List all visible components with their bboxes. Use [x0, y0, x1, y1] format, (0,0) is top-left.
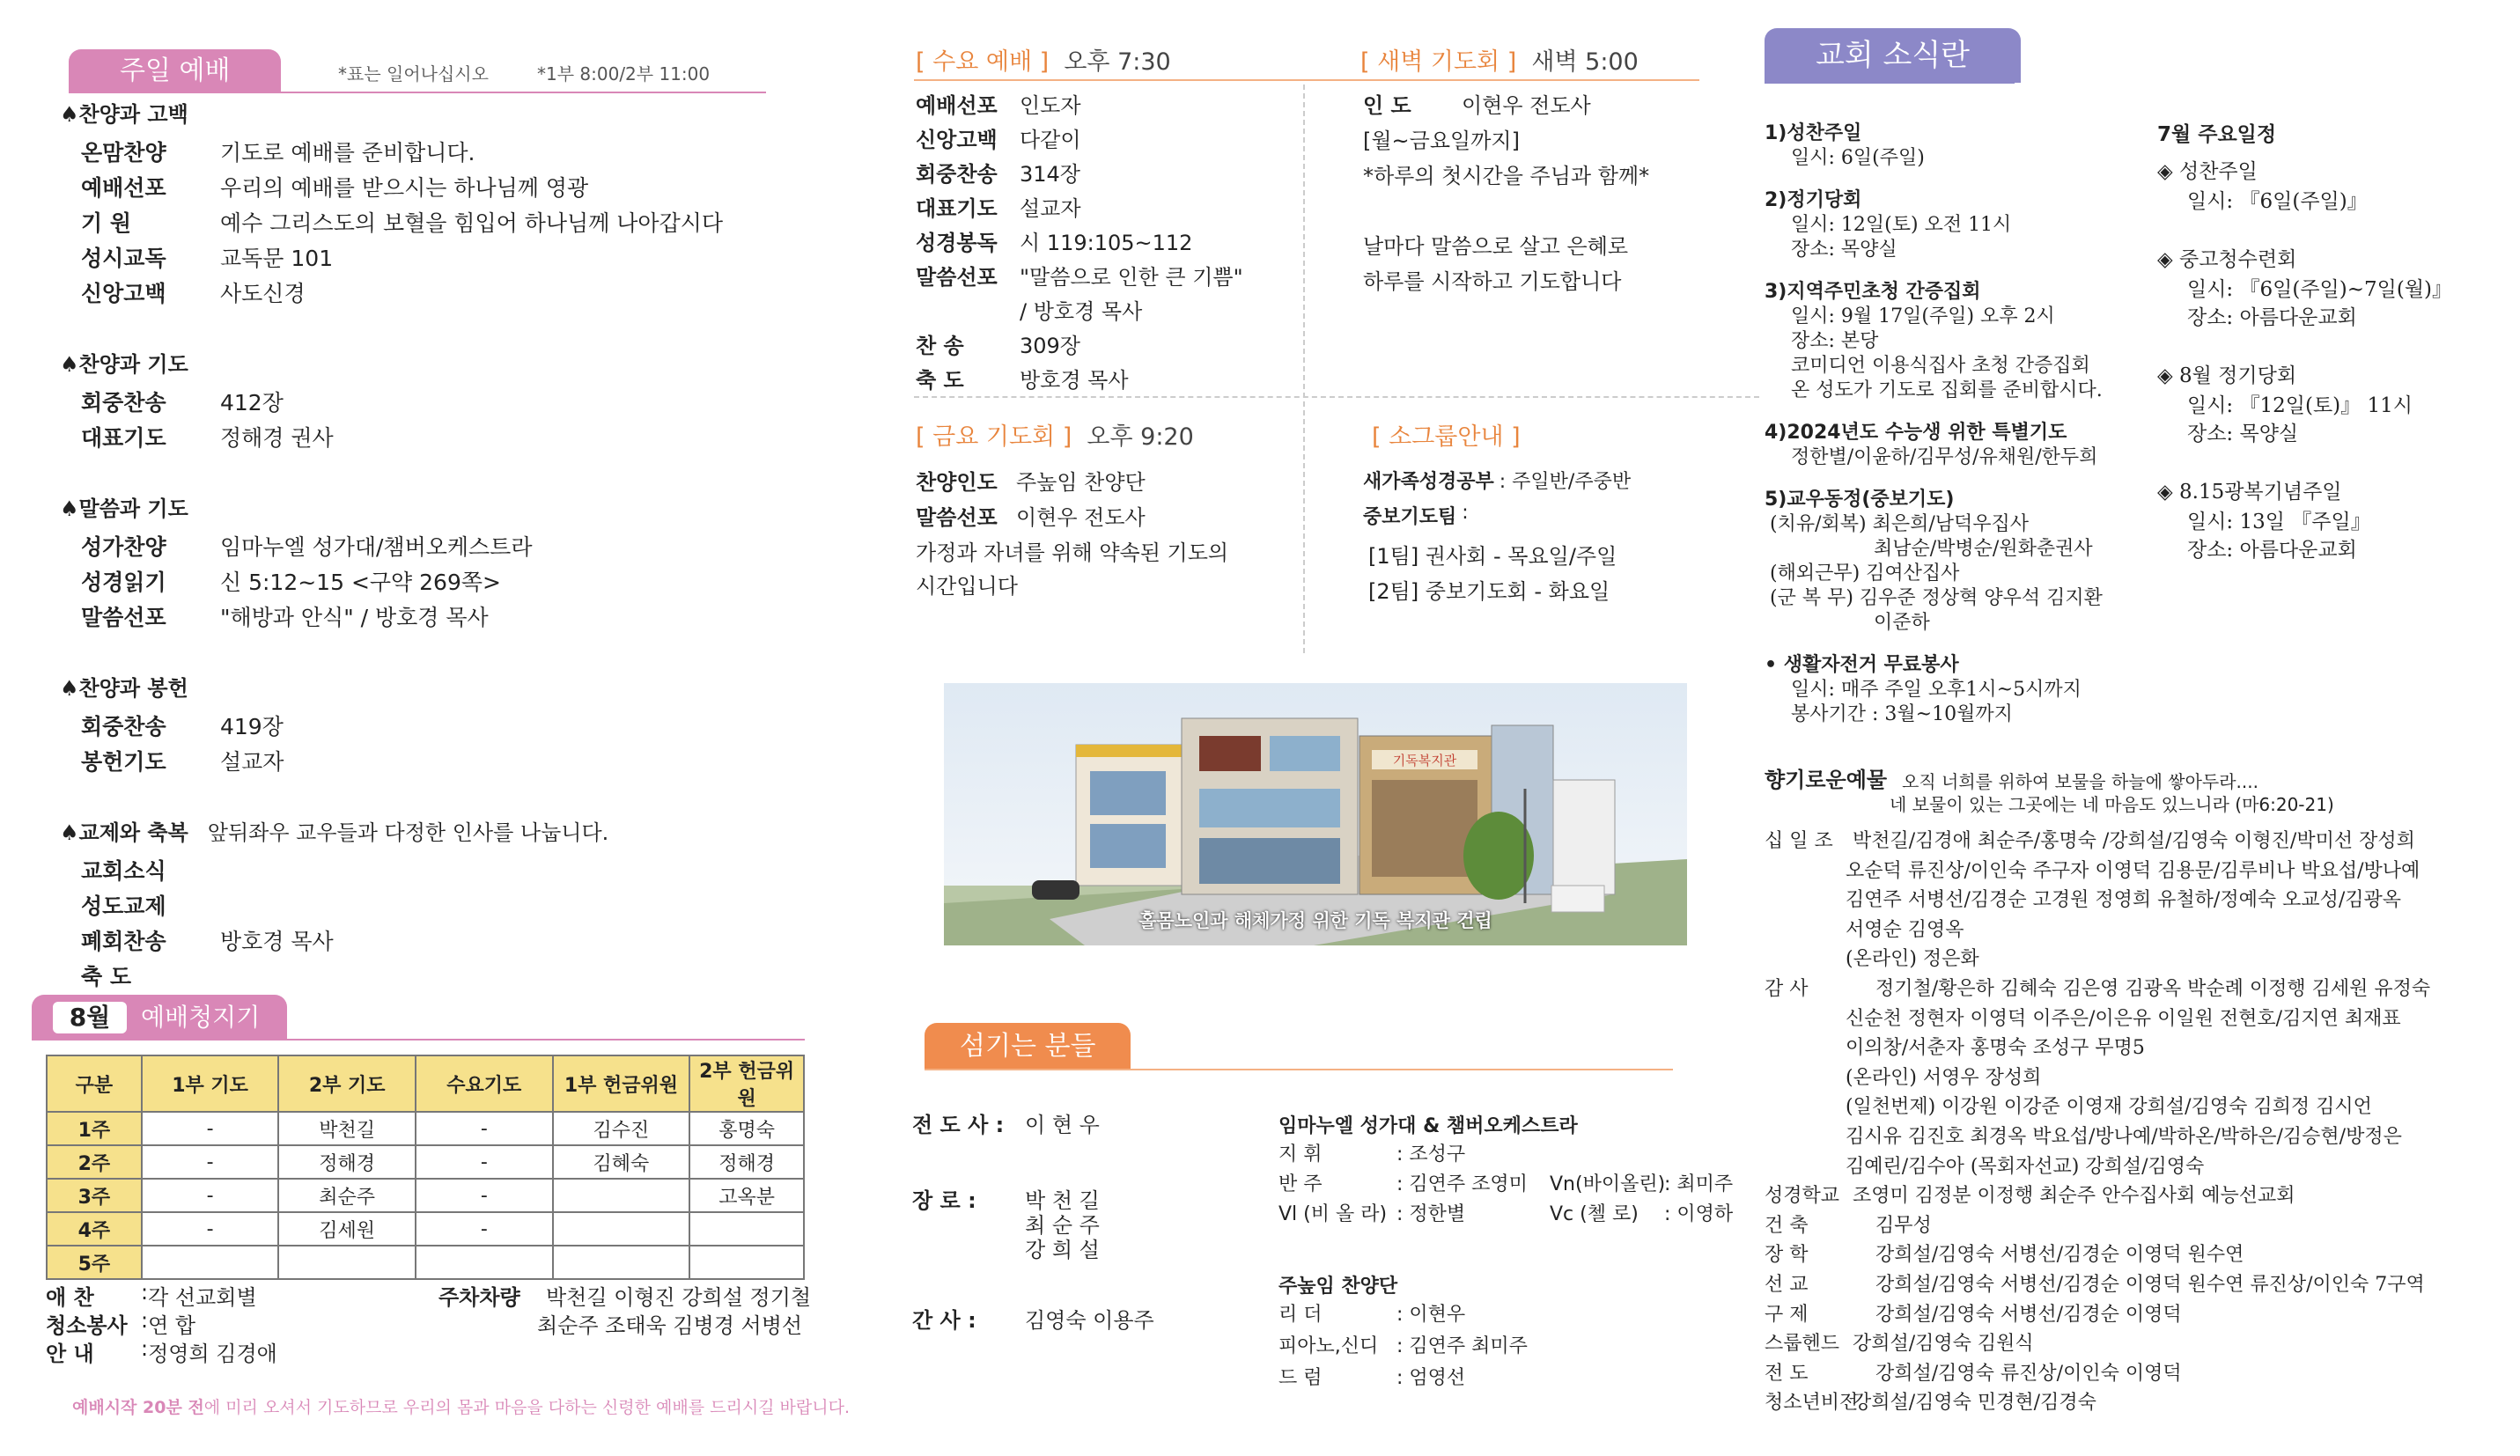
- july-line: 장소: 아름다운교회: [2187, 306, 2357, 329]
- info-value: 정영희 김경애: [148, 1342, 277, 1366]
- small-row: [1363, 467, 1631, 494]
- wed-label: 예배선포: [916, 93, 998, 118]
- small-value: :: [1462, 502, 1469, 524]
- news-line: 장소: 본당: [1791, 330, 1879, 352]
- worship-footer-note: 예배시작 20분 전에 미리 오셔서 기도하므로 우리의 몸과 마음을 다하는 신령한 예배를 드리시길 바랍니다.: [72, 1398, 851, 1417]
- small-value: : 주일반/주중반: [1499, 471, 1632, 493]
- table-cell: 김수진: [553, 1112, 690, 1145]
- small-line: [2팀] 중보기도회 - 화요일: [1368, 579, 1610, 604]
- news-title: 2)정기당회: [1765, 189, 1862, 211]
- table-cell: [142, 1246, 279, 1279]
- praise-label: 피아노,신디: [1278, 1335, 1379, 1357]
- news-title: • 생활자전거 무료봉사: [1765, 654, 1959, 676]
- offering-names: 김연주 서병선/김경순 고경원 정영희 유철하/정예숙 오교성/김광옥: [1846, 889, 2402, 912]
- section-heading: ♠찬양과 기도: [60, 352, 188, 377]
- offering-verse-2: 네 보물이 있는 그곳에는 네 마음도 있느니라 (마6:20-21): [1890, 794, 2334, 815]
- building-sign: 기독복지관: [1392, 753, 1457, 768]
- offering-names: 이의창/서춘자 홍명숙 조성구 무명5: [1846, 1037, 2145, 1060]
- building-illustration: [944, 683, 1687, 945]
- table-cell: 2주: [47, 1145, 142, 1179]
- fri-value: 주높임 찬양단: [1016, 470, 1146, 495]
- order-row: [81, 854, 220, 886]
- order-value: 419장: [220, 714, 284, 739]
- month-badge: 8월: [53, 1002, 127, 1033]
- order-label: 예배선포: [81, 175, 166, 201]
- order-label: 신앙고백: [81, 281, 166, 306]
- fri-text: 가정과 자녀를 위해 약속된 기도의: [916, 540, 1229, 565]
- wed-value: 설교자: [1020, 196, 1081, 221]
- offering-category: 선 교: [1765, 1274, 1809, 1296]
- news-line: 일시: 매주 주일 오후1시~5시까지: [1791, 679, 2082, 701]
- wed-row: [916, 157, 1080, 188]
- order-label: 성시교독: [81, 246, 166, 271]
- july-line: 일시: 13일 『주일』: [2187, 511, 2371, 533]
- order-label: 성도교제: [81, 893, 166, 919]
- choir-label: 지 휘: [1278, 1143, 1323, 1166]
- table-cell: -: [416, 1179, 553, 1212]
- offering-names: 신순천 정현자 이영덕 이주은/이은유 이일원 전현호/김지연 최재표: [1846, 1007, 2401, 1030]
- column-header: 1부 헌금위원: [553, 1055, 690, 1112]
- news-line: 최남순/박병순/원화춘권사: [1874, 538, 2093, 560]
- wed-label: 말씀선포: [916, 265, 998, 290]
- praise-value: : 엄영선: [1396, 1367, 1466, 1389]
- table-header-row: [47, 1055, 804, 1112]
- wed-value: 309장: [1020, 334, 1080, 358]
- order-value: 설교자: [220, 749, 284, 775]
- table-cell: 5주: [47, 1246, 142, 1279]
- dawn-line: *하루의 첫시간을 주님과 함께*: [1363, 164, 1650, 188]
- order-label: 대표기도: [81, 425, 166, 451]
- table-cell: [416, 1246, 553, 1279]
- july-line: 장소: 목양실: [2187, 423, 2299, 445]
- news-line: 봉사기간 : 3월~10월까지: [1791, 703, 2013, 725]
- offering-category: 성경학교: [1765, 1185, 1840, 1208]
- order-row: [81, 600, 489, 632]
- servant-value: 김영숙 이용주: [1025, 1308, 1154, 1333]
- order-label: 온맘찬양: [81, 140, 166, 165]
- servant-row: [912, 1303, 1154, 1334]
- wed-label: 대표기도: [916, 196, 998, 221]
- order-row: [81, 924, 334, 956]
- table-cell: [689, 1212, 804, 1246]
- order-row: [81, 171, 588, 202]
- order-value: 방호경 목사: [220, 929, 334, 954]
- offering-names: 김무성: [1875, 1214, 1932, 1237]
- order-label: 축 도: [81, 964, 132, 989]
- table-cell: [553, 1246, 690, 1279]
- july-line: 장소: 아름다운교회: [2187, 539, 2357, 562]
- offering-names: 박천길/김경애 최순주/홍명숙 /강희설/김영숙 이형진/박미선 장성희: [1853, 830, 2415, 852]
- order-row: [81, 241, 333, 273]
- table-cell: 김혜숙: [553, 1145, 690, 1179]
- order-row: [81, 386, 284, 417]
- servant-label: 장 로 :: [912, 1188, 976, 1213]
- news-rule: [1765, 82, 2015, 84]
- table-cell: 박천길: [278, 1112, 416, 1145]
- wed-value: 인도자: [1020, 93, 1081, 118]
- offering-category: 감 사: [1765, 978, 1809, 1000]
- offering-category: 구 제: [1765, 1303, 1809, 1326]
- praise-label: 리 더: [1278, 1304, 1323, 1326]
- wed-value: 314장: [1020, 162, 1080, 187]
- wed-row: [916, 88, 1081, 119]
- choir-row: [1278, 1169, 1528, 1196]
- praise-row: [1278, 1299, 1465, 1327]
- choir-row: [1278, 1139, 1465, 1166]
- offering-category: 십 일 조: [1765, 830, 1833, 852]
- sunday-worship-tab: 주일 예배: [69, 49, 281, 93]
- praise-row: [1278, 1363, 1465, 1390]
- wed-label: 찬 송: [916, 334, 964, 358]
- order-row: [81, 889, 220, 921]
- wed-row: [916, 294, 1142, 325]
- wed-label: 성경봉독: [916, 231, 998, 255]
- wed-row: [916, 328, 1080, 359]
- offering-names: 오순덕 류진상/이인숙 주구자 이영덕 김용문/김루비나 박요섭/방나예: [1846, 859, 2421, 882]
- wed-row: [916, 225, 1192, 256]
- wed-label: 신앙고백: [916, 128, 998, 152]
- order-label: 회중찬송: [81, 714, 166, 739]
- choir-value: : 김연주 조영미: [1396, 1173, 1528, 1195]
- fri-label: 찬양인도: [916, 470, 998, 495]
- table-row: [47, 1212, 804, 1246]
- small-label: 새가족성경공부: [1363, 471, 1494, 493]
- info-row: [46, 1336, 277, 1367]
- news-line: 코미디언 이용식집사 초청 간증집회: [1791, 355, 2090, 377]
- choir-row: [1550, 1199, 1733, 1226]
- offering-category: 스룹헨드: [1765, 1333, 1840, 1356]
- table-cell: -: [142, 1179, 279, 1212]
- servant-row: [912, 1107, 1100, 1138]
- info-value: 연 합: [148, 1313, 196, 1338]
- wed-row: [916, 363, 1129, 393]
- order-row: [81, 421, 334, 452]
- wed-value: 다같이: [1020, 128, 1081, 152]
- servant-value: 이 현 우: [1025, 1113, 1100, 1137]
- offering-names: 김시유 김진호 최경옥 박요섭/방나예/박하온/박하은/김승현/방정은: [1846, 1126, 2402, 1148]
- order-value: 예수 그리스도의 보혈을 힘입어 하나님께 나아갑시다: [220, 210, 724, 236]
- servants-tab: 섬기는 분들: [925, 1023, 1131, 1070]
- order-row: [81, 206, 723, 238]
- choir-label: Vn(바이올린): [1550, 1173, 1666, 1195]
- section-text: 앞뒤좌우 교우들과 다정한 인사를 나눕니다.: [207, 820, 609, 845]
- table-row: [47, 1246, 804, 1279]
- order-label: 기 원: [81, 210, 132, 236]
- news-title: 4)2024년도 수능생 위한 특별기도: [1765, 422, 2067, 444]
- order-row: [81, 276, 306, 308]
- table-cell: 1주: [47, 1112, 142, 1145]
- wed-label: [916, 294, 1011, 325]
- wed-label: 축 도: [916, 368, 964, 393]
- praise-title: 주높임 찬양단: [1278, 1276, 1398, 1298]
- offering-title: 향기로운예물: [1765, 768, 1888, 792]
- order-value: 정해경 권사: [220, 425, 334, 451]
- order-value: "해방과 안식" / 방호경 목사: [220, 605, 489, 630]
- info-row: [46, 1280, 257, 1311]
- order-label: 성경읽기: [81, 570, 166, 595]
- offering-names: 김예린/김수아 (목회자선교) 강희설/김영숙: [1846, 1155, 2205, 1178]
- vertical-divider: [1303, 85, 1305, 653]
- horizontal-divider: [914, 396, 1759, 398]
- parking-row-1: 주차차량 박천길 이형진 강희설 정기철: [438, 1285, 812, 1310]
- july-item: ◈ 8월 정기당회: [2157, 364, 2297, 387]
- info-label: 애 찬: [46, 1285, 94, 1310]
- wed-label: 회중찬송: [916, 162, 998, 187]
- fri-row: [916, 500, 1146, 531]
- table-cell: -: [416, 1212, 553, 1246]
- news-title: 3)지역주민초청 간증집회: [1765, 281, 1981, 303]
- fri-text: 시간입니다: [916, 574, 1018, 599]
- july-title: 7월 주요일정: [2157, 123, 2277, 146]
- news-line: (군 복 무) 김우준 정상혁 양우석 김지환: [1770, 587, 2103, 609]
- section-heading: ♠찬양과 봉헌: [60, 676, 188, 701]
- table-cell: 고옥분: [689, 1179, 804, 1212]
- offering-category: 전 도: [1765, 1362, 1809, 1385]
- info-sep: :: [141, 1336, 149, 1361]
- info-sep: :: [141, 1280, 149, 1305]
- order-value: 기도로 예배를 준비합니다.: [220, 140, 475, 165]
- choir-label: Vc (첼 로): [1550, 1203, 1639, 1225]
- wed-row: [916, 191, 1081, 222]
- schedule-table: [46, 1055, 805, 1280]
- servant-label: 간 사 :: [912, 1308, 976, 1333]
- choir-label: Vl (비 올 라): [1278, 1203, 1388, 1225]
- order-value: 임마누엘 성가대/챔버오케스트라: [220, 534, 533, 560]
- offering-names: (일천번제) 이강원 이강준 이영재 강희설/김영숙 김희정 김시언: [1846, 1096, 2372, 1119]
- wed-value: "말씀으로 인한 큰 기쁨": [1020, 265, 1243, 290]
- dawn-line: 하루를 시작하고 기도합니다: [1363, 269, 1622, 294]
- orange-rule: [914, 79, 1699, 81]
- table-cell: -: [142, 1212, 279, 1246]
- table-cell: -: [142, 1112, 279, 1145]
- fri-row: [916, 465, 1146, 496]
- order-row: [81, 745, 284, 776]
- table-cell: [278, 1246, 416, 1279]
- praise-value: : 김연주 최미주: [1396, 1335, 1528, 1357]
- order-value: 신 5:12~15 <구약 269쪽>: [220, 570, 501, 595]
- offering-names: 강희설/김영숙 서병선/김경순 이영덕 원수연: [1875, 1244, 2244, 1267]
- choir-value: : 이영하: [1664, 1203, 1734, 1225]
- wed-row: [916, 122, 1081, 153]
- praise-label: 드 럼: [1278, 1367, 1323, 1389]
- table-cell: -: [416, 1145, 553, 1179]
- dawn-leader-value: 이현우 전도사: [1462, 93, 1591, 118]
- section-heading: [60, 815, 608, 846]
- servant-value: 강 희 설: [1025, 1238, 1100, 1262]
- news-tab: 교회 소식란: [1765, 28, 2021, 83]
- wed-value: 시 119:105~112: [1020, 231, 1193, 255]
- table-cell: 4주: [47, 1212, 142, 1246]
- table-cell: [553, 1179, 690, 1212]
- offering-names: 조영미 김정분 이정행 최순주 안수집사회 예능선교회: [1853, 1185, 2295, 1208]
- offering-names: (온라인) 서영우 장성희: [1846, 1066, 2042, 1089]
- fri-value: 이현우 전도사: [1016, 505, 1146, 530]
- news-line: 일시: 12일(토) 오전 11시: [1791, 214, 2012, 236]
- fri-prayer-title: [ 금요 기도회 ] 오후 9:20: [916, 423, 1194, 451]
- servants-rule: [925, 1069, 1673, 1070]
- offering-category: 청소년비전: [1765, 1392, 1859, 1415]
- offering-names: 강희설/김영숙 류진상/이인숙 이영덕: [1875, 1362, 2182, 1385]
- order-label: 봉헌기도: [81, 749, 166, 775]
- order-label: 성가찬양: [81, 534, 166, 560]
- dawn-line: 날마다 말씀으로 살고 은혜로: [1363, 234, 1629, 259]
- order-label: 폐회찬송: [81, 929, 166, 954]
- order-value: 412장: [220, 390, 284, 415]
- column-header: 2부 헌금위원: [689, 1055, 804, 1112]
- note-stand: *표는 일어나십시오: [338, 63, 489, 85]
- news-line: 일시: 6일(주일): [1791, 147, 1925, 169]
- offering-verse-1: 오직 너희를 위하여 보물을 하늘에 쌓아두라....: [1902, 771, 2258, 792]
- servant-label: 전 도 사 :: [912, 1113, 1005, 1137]
- choir-row: [1278, 1199, 1465, 1226]
- table-row: [47, 1145, 804, 1179]
- table-cell: -: [142, 1145, 279, 1179]
- table-cell: 3주: [47, 1179, 142, 1212]
- dawn-prayer-title: [ 새벽 기도회 ] 새벽 5:00: [1360, 48, 1639, 76]
- column-header: 수요기도: [416, 1055, 553, 1112]
- news-line: (해외근무) 김여산집사: [1770, 563, 1960, 585]
- info-value: 각 선교회별: [148, 1285, 257, 1310]
- news-title: 5)교우동정(중보기도): [1765, 489, 1955, 511]
- order-value: 우리의 예배를 받으시는 하나님께 영광: [220, 175, 589, 201]
- offering-names: (온라인) 정은화: [1846, 948, 1979, 971]
- column-header: 2부 기도: [278, 1055, 416, 1112]
- parking-row-2: 최순주 조태욱 김병경 서병선: [537, 1313, 803, 1338]
- table-cell: 홍명숙: [689, 1112, 804, 1145]
- offering-names: 강희설/김영숙 김원식: [1853, 1333, 2034, 1356]
- offering-names: 강희설/김영숙 서병선/김경순 이영덕 원수연 류진상/이인숙 7구역: [1875, 1274, 2425, 1296]
- table-row: [47, 1179, 804, 1212]
- news-line: 일시: 9월 17일(주일) 오후 2시: [1791, 305, 2055, 327]
- small-line: [1팀] 권사회 - 목요일/주일: [1368, 544, 1617, 569]
- table-cell: [553, 1212, 690, 1246]
- order-row: [81, 960, 220, 991]
- schedule-rule: [32, 1039, 805, 1041]
- choir-label: 반 주: [1278, 1173, 1323, 1195]
- column-header: 구분: [47, 1055, 142, 1112]
- choir-value: : 조성구: [1396, 1143, 1466, 1166]
- schedule-tab-label: 예배청지기: [141, 1003, 261, 1032]
- news-line: 온 성도가 기도로 집회를 준비합시다.: [1791, 379, 2103, 401]
- servant-value: 최 순 주: [1025, 1213, 1100, 1238]
- news-line: 이준하: [1874, 612, 1930, 634]
- july-item: ◈ 8.15광복기념주일: [2157, 481, 2342, 504]
- dawn-leader-row: [1363, 88, 1591, 119]
- offering-names: 정기철/황은하 김혜숙 김은영 김광옥 박순례 이정행 김세원 유정숙: [1875, 978, 2431, 1000]
- section-heading: ♠찬양과 고백: [60, 102, 188, 127]
- small-label: 중보기도팀: [1363, 506, 1457, 528]
- info-sep: :: [141, 1308, 149, 1333]
- order-row: [81, 710, 284, 741]
- column-header: 1부 기도: [142, 1055, 279, 1112]
- praise-row: [1278, 1331, 1528, 1358]
- section-heading: ♠말씀과 기도: [60, 496, 188, 521]
- info-label: 안 내: [46, 1342, 94, 1366]
- table-cell: 정해경: [689, 1145, 804, 1179]
- news-line: (치유/회복) 최은희/남덕우집사: [1770, 513, 2030, 535]
- news-line: 장소: 목양실: [1791, 239, 1897, 261]
- dawn-leader-label: 인 도: [1363, 93, 1411, 118]
- wed-value: / 방호경 목사: [1020, 299, 1143, 324]
- order-row: [81, 565, 501, 597]
- building-caption: 홀몸노인과 해체가정 위한 기독 복지관 건립: [1138, 910, 1492, 931]
- table-cell: [689, 1246, 804, 1279]
- july-line: 일시: 『6일(주일)~7일(월)』: [2187, 278, 2453, 301]
- wed-worship-title: [ 수요 예배 ] 오후 7:30: [916, 48, 1171, 76]
- dawn-line: [월~금요일까지]: [1363, 129, 1520, 153]
- offering-names: 강희설/김영숙 민경현/김경숙: [1853, 1392, 2096, 1415]
- order-label: 말씀선포: [81, 605, 166, 630]
- info-row: [46, 1308, 195, 1339]
- choir-value: : 최미주: [1664, 1173, 1734, 1195]
- order-value: 교독문 101: [220, 246, 334, 271]
- order-row: [81, 530, 532, 562]
- small-row: [1363, 502, 1469, 529]
- table-cell: 김세원: [278, 1212, 416, 1246]
- info-label: 청소봉사: [46, 1313, 128, 1338]
- wed-row: [916, 260, 1243, 290]
- order-label: 회중찬송: [81, 390, 166, 415]
- note-times: *1부 8:00/2부 11:00: [537, 63, 711, 85]
- table-cell: 최순주: [278, 1179, 416, 1212]
- july-item: ◈ 성찬주일: [2157, 160, 2258, 183]
- july-line: 일시: 『6일(주일)』: [2187, 190, 2368, 213]
- offering-names: 강희설/김영숙 서병선/김경순 이영덕: [1875, 1303, 2182, 1326]
- choir-row: [1550, 1169, 1733, 1196]
- small-group-title: [ 소그룹안내 ]: [1372, 423, 1521, 451]
- fri-label: 말씀선포: [916, 505, 998, 530]
- servant-value: 박 천 길: [1025, 1188, 1100, 1213]
- praise-value: : 이현우: [1396, 1304, 1466, 1326]
- offering-category: 장 학: [1765, 1244, 1809, 1267]
- july-item: ◈ 중고청수련회: [2157, 248, 2297, 271]
- order-value: 사도신경: [220, 281, 306, 306]
- table-cell: 정해경: [278, 1145, 416, 1179]
- section-heading-label: ♠교제와 축복: [60, 820, 188, 845]
- table-cell: -: [416, 1112, 553, 1145]
- order-row: [81, 136, 475, 167]
- july-line: 일시: 『12일(토)』 11시: [2187, 394, 2413, 417]
- news-title: 1)성찬주일: [1765, 122, 1862, 144]
- table-row: [47, 1112, 804, 1145]
- offering-category: 건 축: [1765, 1214, 1809, 1237]
- wed-value: 방호경 목사: [1020, 368, 1129, 393]
- order-label: 교회소식: [81, 858, 166, 884]
- choir-title: 임마누엘 성가대 & 챔버오케스트라: [1278, 1115, 1578, 1137]
- news-line: 정한별/이윤하/김무성/유채원/한두희: [1791, 446, 2098, 468]
- offering-names: 서영순 김영옥: [1846, 918, 1964, 941]
- pink-rule: [69, 92, 766, 93]
- choir-value: : 정한별: [1396, 1203, 1466, 1225]
